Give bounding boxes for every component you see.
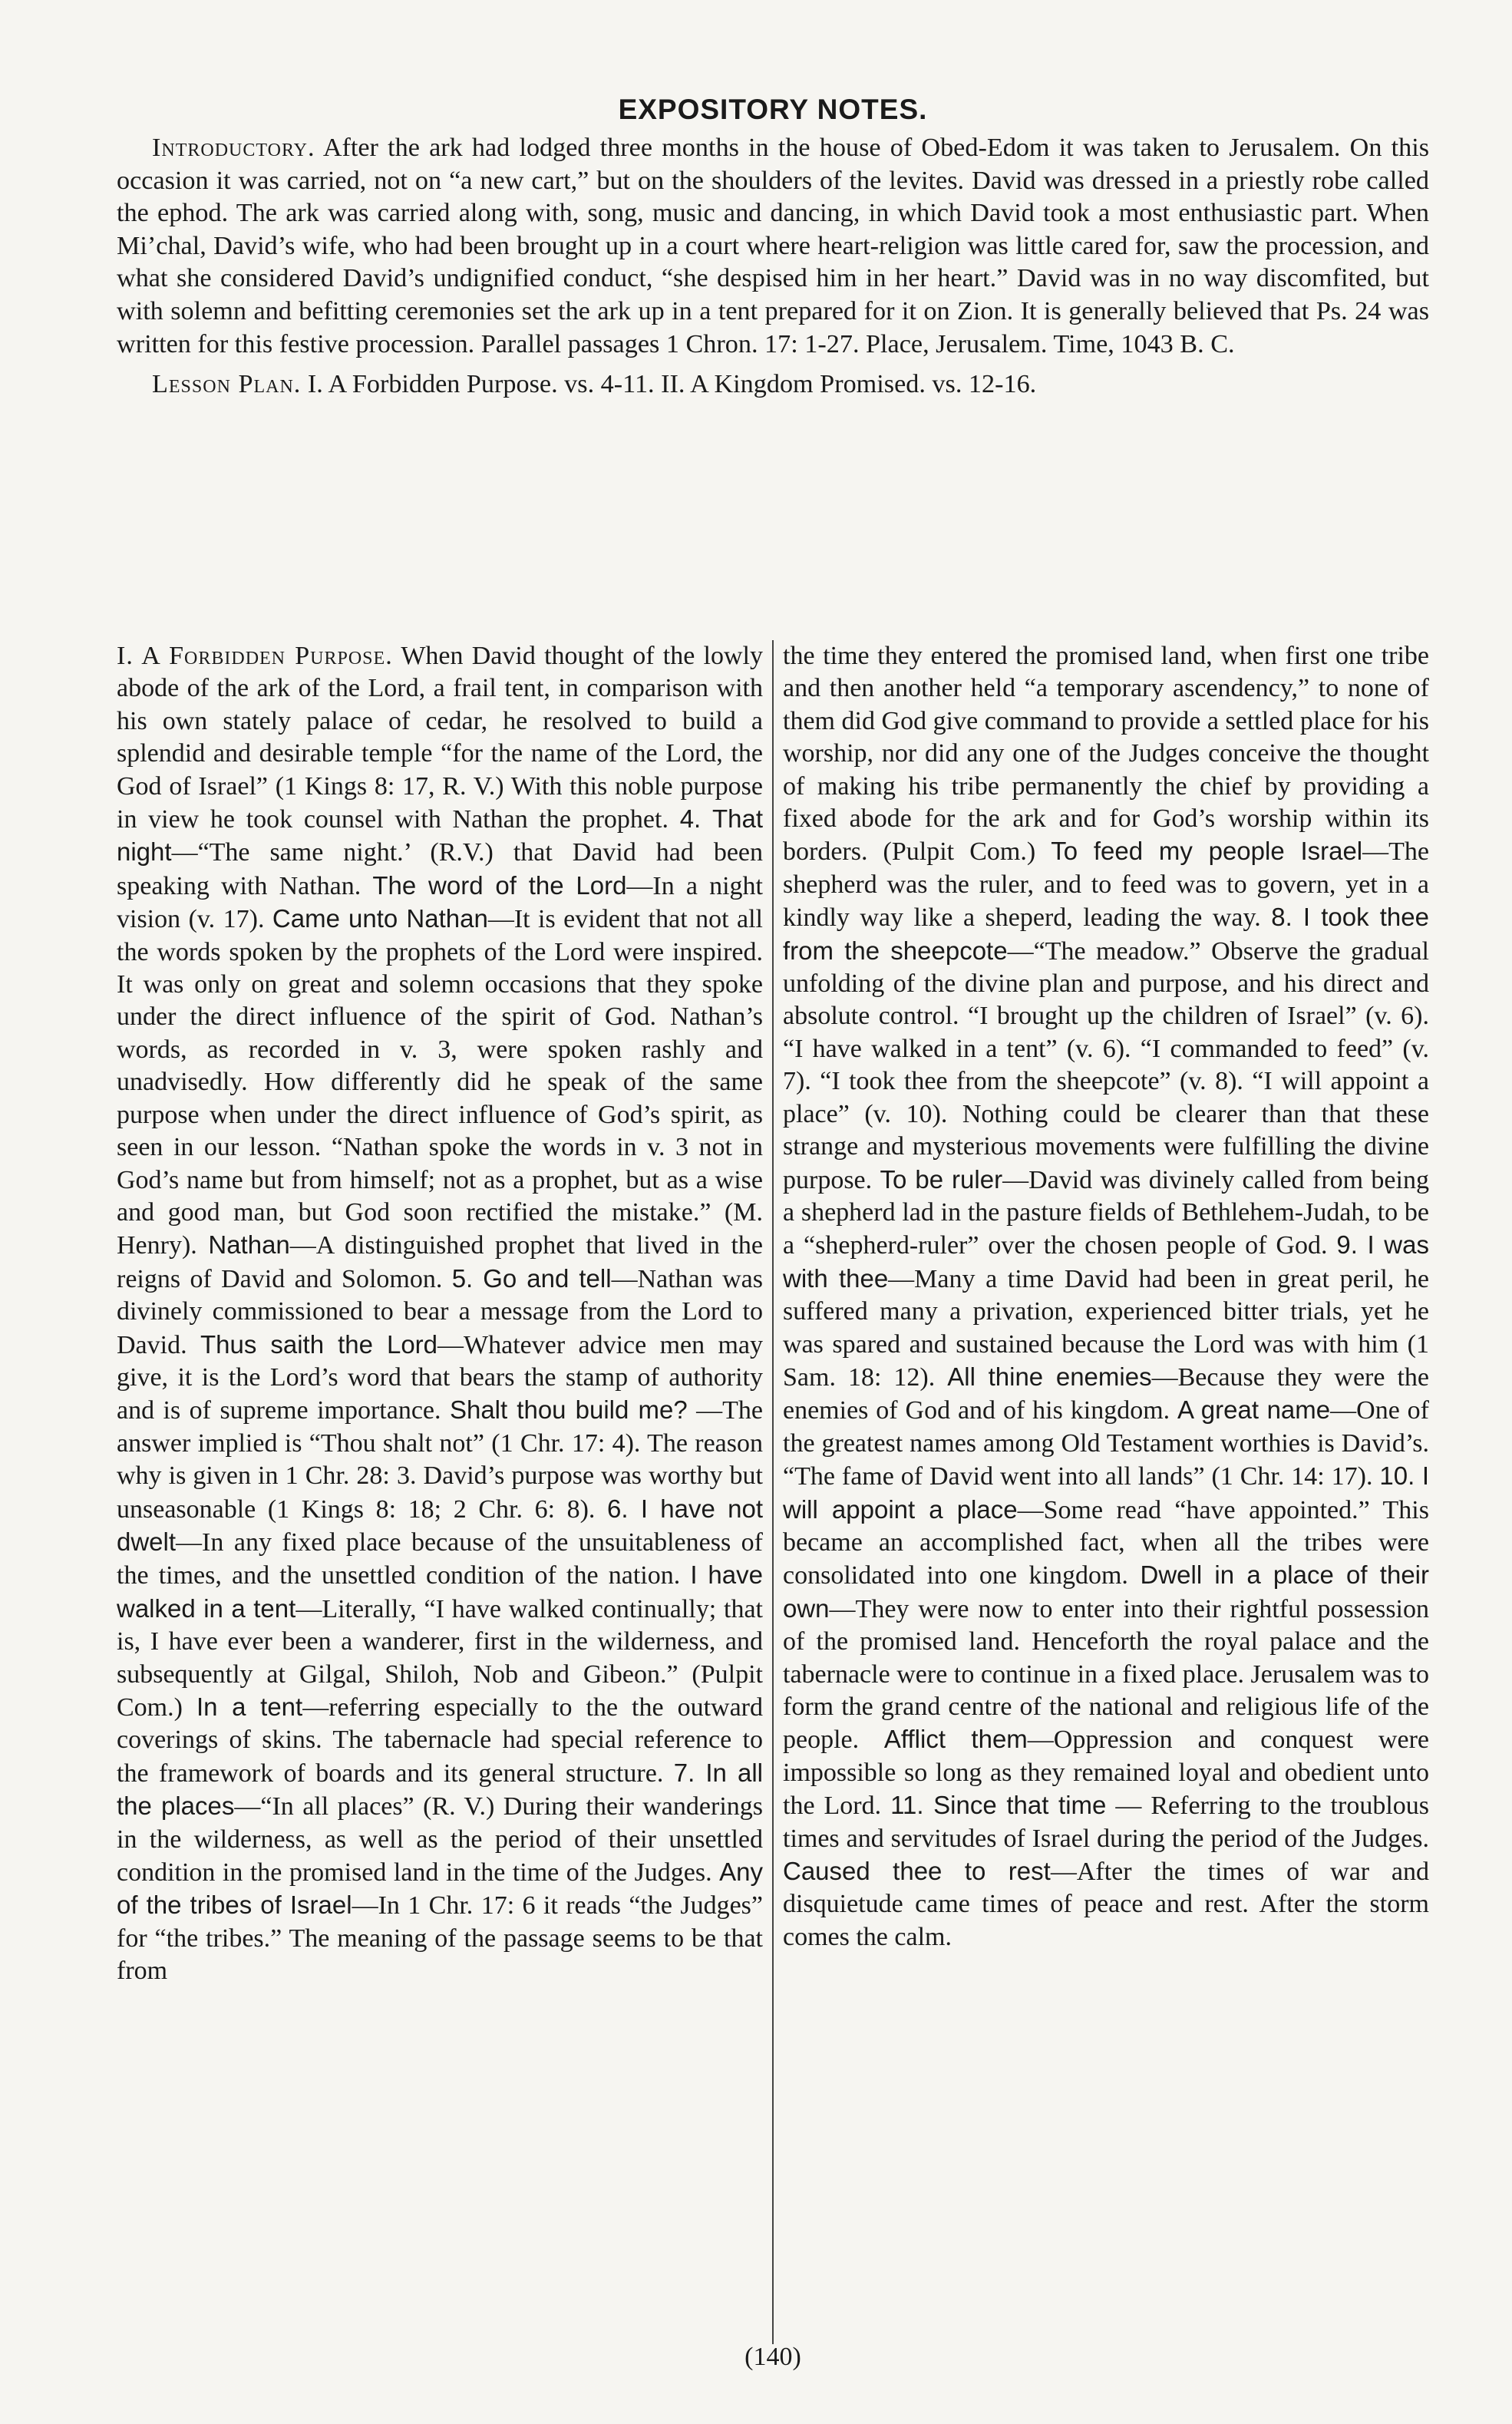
note-text: —“The meadow.” Observe the gradual unfolding of the divine plan and purpose, and his direct and absolute control. “I brought up the children of Israel” (v. 6). “I have walked in a tent” (v. 6). “I commanded to feed” (v. 7). “I took thee from the sheepcote” (v. 8). “I will appoint a place” (v. 10). Nothing could be clearer than that these strange and mysterious movements were fulfilling the divine purpose. [783,936,1429,1194]
note-text: —They were now to enter into their rightful possession of the promised land. Henceforth the royal palace and the tabernacle were to continue in a fixed place. Jerusalem was to form the grand centre of the national and religious life of the people. [783,1594,1429,1755]
note-text: —It is evident that not all the words spoken by the prophets of the Lord were inspired. It was only on great and solemn occasions that they spoke under the direct influence of the spirit of God. Nathan’s words, as recorded in v. 3, were spoken rashly and unadvisedly. How differently did he speak of the same purpose when under the direct influence of God’s spirit, as seen in our lesson. “Nathan spoke the words in v. 3 not in God’s name but from himself; not as a prophet, but as a wise and good man, but God soon rectified the mistake.” (M. Henry). [117,905,763,1260]
note-text: —In 1 Chr. 17: 6 it reads “the Judges” for “the tribes.” The meaning of the passage seems to be that from [117,1891,763,1986]
note-lead: Dwell in a place of their own [783,1560,1429,1623]
note-text: —Oppression and conquest were impossible so long as they remained loyal and obedient unto the Lord. [783,1726,1429,1821]
note-text: —Many a time David had been in great peril, he suffered many a privation, experienced bitter trials, yet he was spared and sustained because the Lord was with him (1 Sam. 18: 12). [783,1264,1429,1392]
note-lead: The word of the Lord [372,870,627,900]
lesson-plan-paragraph [117,368,1429,401]
note-lead: In a tent [196,1693,303,1721]
note-text: —Some read “have appointed.” This became an accomplished fact, when all the tribes were consolidated into one kingdom. [783,1495,1429,1590]
note-lead: 11. Since that time [890,1791,1107,1820]
note-text: When David thought of the lowly abode of the ark of the Lord, a frail tent, in comparison with his own stately palace of cedar, he resolved to build a splendid and desirable temple “for the name of the Lord, the God of Israel” (1 Kings 8: 17, R. V.) With this noble purpose in view he took counsel with Nathan the prophet. [117,642,763,834]
left-column-text [117,640,763,1988]
note-lead: Caused thee to rest [783,1857,1051,1886]
note-lead: Any of the tribes of Israel [117,1858,763,1920]
note-lead: 7. In all the places [117,1758,763,1821]
note-text: —David was divinely called from being a shepherd lad in the pasture fields of Bethlehem-Judah, to be a “shepherd-ruler” over the chosen people of God. [783,1165,1429,1260]
note-lead: Shalt thou build me? [449,1395,688,1425]
left-column [117,640,763,2344]
note-lead: 5. Go and tell [451,1263,612,1293]
page-number: (140) [744,2343,801,2371]
note-text: —Because they were the enemies of God and of his kingdom. [783,1362,1429,1425]
introductory-label: Introductory. [152,134,315,162]
note-lead: 9. I was with thee [783,1230,1429,1293]
right-column [783,640,1429,2344]
note-text: —After the times of war and disquietude came times of peace and rest. After the storm comes the calm. [783,1858,1429,1951]
note-lead: All thine enemies [947,1362,1152,1391]
note-text: —Whatever advice men may give, it is the Lord’s word that bears the stamp of authority and is of supreme importance. [117,1330,763,1425]
note-lead: 10. I will appoint a place [783,1461,1429,1524]
page [117,94,1429,2371]
note-lead: Thus saith the Lord [200,1329,438,1359]
note-text: —“The same night.’ (R.V.) that David had been speaking with Nathan. [117,838,763,900]
note-text: —The shepherd was the ruler, and to feed was to govern, yet in a kindly way like a sheperd, leading the way. [783,837,1429,933]
page-heading: EXPOSITORY NOTES. [618,94,928,125]
note-text: —One of the greatest names among Old Testament worthies is David’s. “The fame of David went into all lands” (1 Chr. 14: 17). [783,1396,1429,1491]
note-lead: A great name [1177,1395,1331,1425]
note-text: —Nathan was divinely commissioned to bear a message from the Lord to David. [117,1264,763,1359]
right-column-text [783,640,1429,1953]
note-text: —referring especially to the the outward coverings of skins. The tabernacle had special reference to the framework of boards and its general structure. [117,1693,763,1788]
note-text: —Literally, “I have walked continually; that is, I have ever been a wanderer, first in the wilderness, and subsequently at Gilgal, Shiloh, Nob and Gibeon.” (Pulpit Com.) [117,1594,763,1722]
note-text: —A distinguished prophet that lived in the reigns of David and Solomon. [117,1231,763,1293]
lesson-plan-label: Lesson Plan. [152,370,302,399]
two-column-notes [117,640,1429,2344]
note-lead: To be ruler [880,1164,1003,1194]
note-lead: 6. I have not dwelt [117,1494,763,1556]
note-lead: Afflict them [883,1725,1028,1754]
note-lead: 4. That night [117,804,763,867]
introductory-paragraph [117,132,1429,361]
column-divider [772,640,774,2344]
introductory-text: After the ark had lodged three months in the house of Obed-Edom it was taken to Jerusalem. On this occasion it was carried, not on “a new cart,” but on the shoulders of the levites. David was dressed in a priestly robe called the ephod. The ark was carried along with, song, music and dancing, in which David took a most enthusiastic part. When Mi’chal, David’s wife, who had been brought up in a court where heart-religion was little cared for, saw the procession, and what she considered David’s undignified conduct, “she despised him in her heart.” David was in no way discomfited, but with solemn and befitting ceremonies set the ark up in a tent prepared for it on Zion. It is generally believed that Ps. 24 was written for this festive procession. Parallel passages 1 Chron. 17: 1-27. Place, Jerusalem. Time, 1043 B. C. [117,134,1429,358]
note-text: the time they entered the promised land, when first one tribe and then another held “a temporary ascendency,” to none of them did God give command to provide a settled place for his worship, nor did any one of the Judges conceive the thought of making his tribe permanently the chief by providing a fixed abode for the ark and for God’s worship within its borders. (Pulpit Com.) [783,642,1429,867]
note-text: —The answer implied is “Thou shalt not” (1 Chr. 17: 4). The reason why is given in 1 Chr. 28: 3. David’s purpose was worthy but unseasonable (1 Kings 8: 18; 2 Chr. 6: 8). [117,1396,763,1524]
note-lead: I have walked in a tent [117,1560,763,1623]
note-lead: 8. I took thee from the sheepcote [783,903,1429,965]
note-lead: Came unto Nathan [272,904,488,933]
note-text: —In any fixed place because of the unsuitableness of the times, and the unsettled condition of the nation. [117,1527,763,1590]
note-text: — Referring to the troublous times and servitudes of Israel during the period of the Judges. [783,1792,1429,1853]
note-lead: Nathan [208,1230,290,1260]
lesson-plan-text: I. A Forbidden Purpose. vs. 4-11. II. A Kingdom Promised. vs. 12-16. [301,370,1037,399]
note-lead: To feed my people Israel [1051,837,1363,866]
note-text: —In a night vision (v. 17). [117,871,763,934]
section-label: I. A Forbidden Purpose. [117,642,393,670]
note-text: —“In all places” (R. V.) During their wanderings in the wilderness, as well as the period of their unsettled condition in the promised land in the time of the Judges. [117,1792,763,1887]
